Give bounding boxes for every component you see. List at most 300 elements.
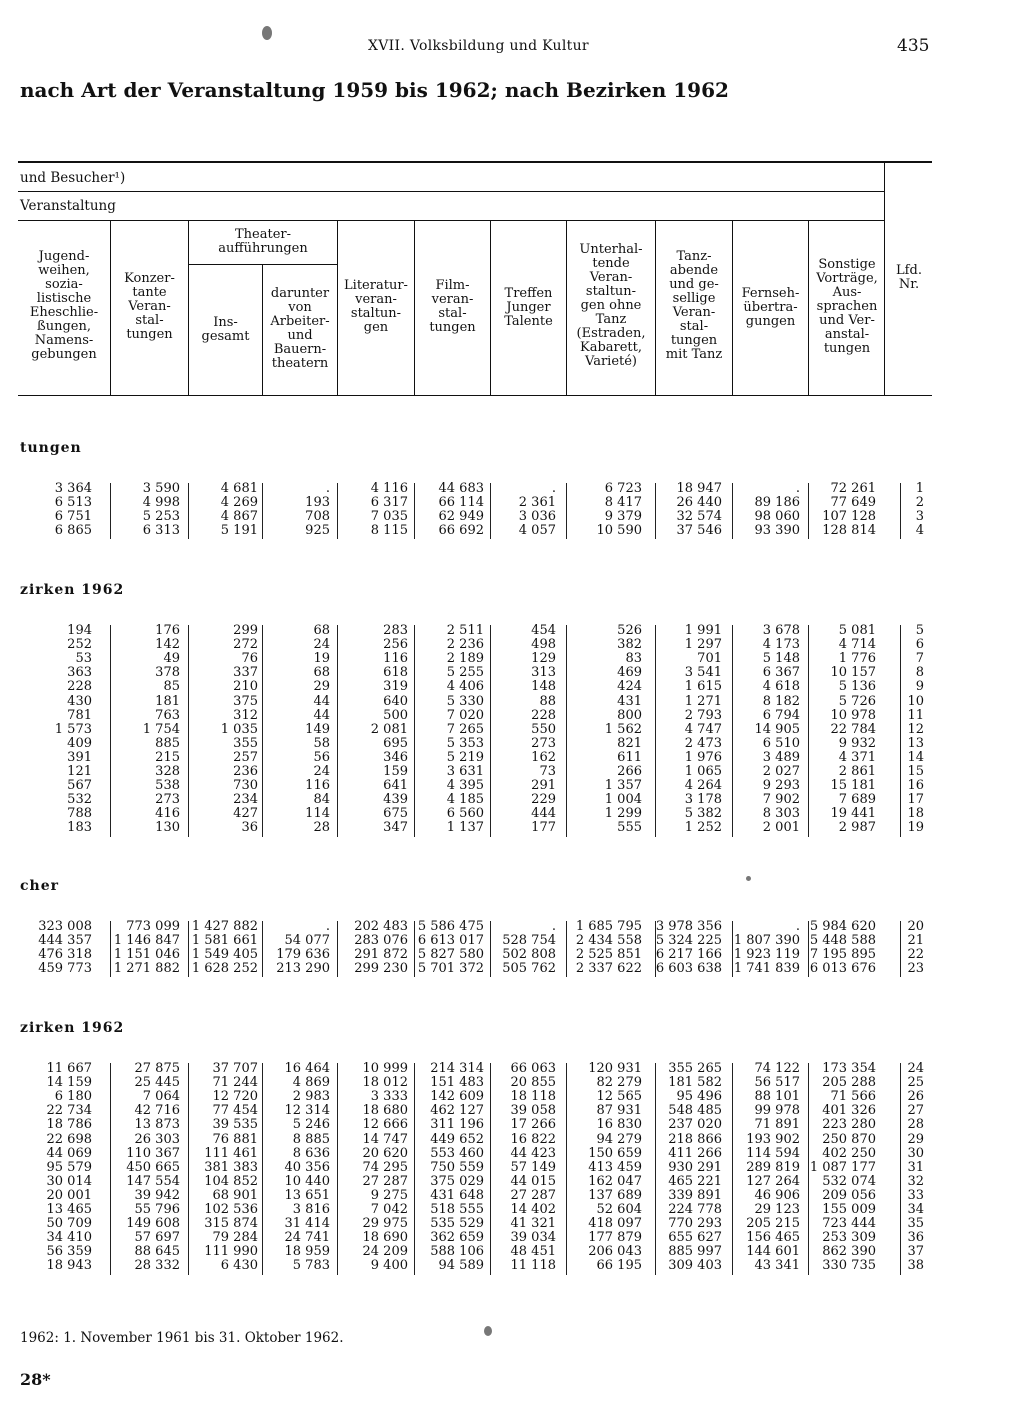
table-cell: 29 975 bbox=[362, 1216, 408, 1232]
table-cell: 431 bbox=[617, 693, 642, 709]
table-cell: 11 667 bbox=[46, 1061, 92, 1076]
table-cell: 183 bbox=[67, 820, 92, 836]
table-cell: 84 bbox=[313, 792, 330, 808]
table-cell: 675 bbox=[383, 806, 408, 822]
table-cell: 18 118 bbox=[510, 1089, 556, 1105]
table-row bbox=[0, 1133, 1024, 1147]
column-separator bbox=[262, 483, 263, 539]
table-cell: 518 555 bbox=[430, 1202, 484, 1217]
table-cell: 3 364 bbox=[54, 481, 92, 496]
row-number-cell: 36 bbox=[907, 1230, 924, 1246]
row-number-cell: 35 bbox=[907, 1216, 924, 1232]
table-cell: 4 269 bbox=[220, 495, 258, 511]
table-cell: 4 406 bbox=[446, 679, 484, 695]
section-label: zirken 1962 bbox=[20, 1020, 125, 1036]
table-cell: 6 180 bbox=[54, 1089, 92, 1105]
column-separator bbox=[566, 625, 567, 837]
table-cell: 79 284 bbox=[212, 1230, 258, 1246]
table-cell: 750 559 bbox=[430, 1159, 484, 1175]
table-cell: 567 bbox=[67, 778, 92, 794]
table-row bbox=[0, 1175, 1024, 1189]
table-cell: 111 990 bbox=[204, 1244, 258, 1260]
table-cell: 52 604 bbox=[596, 1202, 642, 1217]
table-cell: 330 735 bbox=[822, 1258, 876, 1274]
table-cell: 12 666 bbox=[362, 1117, 408, 1133]
table-cell: 2 361 bbox=[518, 495, 556, 511]
table-cell: 5 255 bbox=[446, 665, 484, 681]
table-cell: 206 043 bbox=[588, 1244, 642, 1260]
table-cell: 34 410 bbox=[46, 1230, 92, 1246]
table-cell: 31 414 bbox=[284, 1216, 330, 1232]
table-cell: 6 603 638 bbox=[655, 961, 722, 977]
table-cell: 382 bbox=[617, 637, 642, 653]
table-cell: 7 265 bbox=[446, 721, 484, 737]
table-cell: 500 bbox=[383, 707, 408, 723]
table-cell: 502 808 bbox=[502, 947, 556, 963]
table-row bbox=[0, 1189, 1024, 1203]
column-separator bbox=[655, 625, 656, 837]
table-cell: 6 217 166 bbox=[655, 947, 722, 963]
table-cell: 130 bbox=[155, 820, 180, 836]
row-number-cell: 18 bbox=[907, 806, 924, 822]
signature-mark: 28* bbox=[20, 1370, 51, 1389]
table-cell: 19 441 bbox=[830, 806, 876, 822]
table-cell: 88 645 bbox=[134, 1244, 180, 1260]
column-separator bbox=[732, 921, 733, 977]
row-number-cell: 12 bbox=[907, 721, 924, 737]
table-cell: 409 bbox=[67, 735, 92, 751]
table-cell: 2 236 bbox=[446, 637, 484, 653]
table-cell: 127 264 bbox=[746, 1173, 800, 1189]
table-cell: 469 bbox=[617, 665, 642, 681]
table-cell: 476 318 bbox=[38, 947, 92, 963]
table-cell: 548 485 bbox=[668, 1103, 722, 1119]
row-number-cell: 31 bbox=[907, 1159, 924, 1175]
table-cell: 2 189 bbox=[446, 651, 484, 667]
table-cell: 16 822 bbox=[510, 1131, 556, 1147]
column-separator bbox=[414, 1063, 415, 1275]
col-unterhaltung-heading: Unterhal- tende Veran- staltun- gen ohne Tanz (Estraden, Kabarett, Varieté) bbox=[576, 242, 646, 369]
row-number-cell: 6 bbox=[915, 637, 924, 653]
table-cell: 29 bbox=[313, 679, 330, 695]
table-cell: 1 271 bbox=[684, 693, 722, 709]
table-cell: 150 659 bbox=[588, 1145, 642, 1161]
table-cell: 4 869 bbox=[292, 1075, 330, 1091]
table-cell: 424 bbox=[617, 679, 642, 695]
table-row bbox=[0, 751, 1024, 765]
table-cell: 289 819 bbox=[746, 1159, 800, 1175]
table-cell: 10 590 bbox=[596, 523, 642, 539]
table-cell: 528 754 bbox=[502, 933, 556, 949]
row-number-cell: 21 bbox=[907, 933, 924, 949]
ink-speck bbox=[484, 1326, 492, 1336]
table-cell: 12 720 bbox=[212, 1089, 258, 1105]
table-cell: 99 978 bbox=[754, 1103, 800, 1119]
table-cell: 1 562 bbox=[604, 721, 642, 737]
table-cell: 120 931 bbox=[588, 1061, 642, 1076]
table-cell: 27 287 bbox=[510, 1187, 556, 1203]
table-cell: 611 bbox=[617, 749, 642, 765]
table-cell: 6 613 017 bbox=[417, 933, 484, 949]
table-cell: 181 582 bbox=[668, 1075, 722, 1091]
table-cell: 71 244 bbox=[212, 1075, 258, 1091]
table-cell: 411 266 bbox=[668, 1145, 722, 1161]
table-cell: 1 087 177 bbox=[809, 1159, 876, 1175]
table-row bbox=[0, 807, 1024, 821]
row-number-cell: 1 bbox=[915, 481, 924, 496]
table-cell: 337 bbox=[233, 665, 258, 681]
table-cell: . bbox=[551, 919, 556, 934]
table-cell: 763 bbox=[155, 707, 180, 723]
table-cell: 3 631 bbox=[446, 764, 484, 779]
table-cell: 2 027 bbox=[762, 764, 800, 779]
table-cell: 39 058 bbox=[510, 1103, 556, 1119]
table-cell: 24 bbox=[313, 637, 330, 653]
row-number-cell: 38 bbox=[907, 1258, 924, 1274]
table-cell: 22 734 bbox=[46, 1103, 92, 1119]
table-row bbox=[0, 1147, 1024, 1161]
column-separator bbox=[262, 1063, 263, 1275]
table-cell: 9 275 bbox=[370, 1187, 408, 1203]
table-cell: 266 bbox=[617, 764, 642, 779]
table-cell: 272 bbox=[233, 637, 258, 653]
column-separator bbox=[732, 1063, 733, 1275]
row-number-cell: 25 bbox=[907, 1075, 924, 1091]
row-number-cell: 13 bbox=[907, 735, 924, 751]
table-cell: 5 246 bbox=[292, 1117, 330, 1133]
table-cell: 6 513 bbox=[54, 495, 92, 511]
table-cell: 4 185 bbox=[446, 792, 484, 808]
table-cell: 214 314 bbox=[430, 1061, 484, 1076]
table-cell: 1 991 bbox=[684, 623, 722, 638]
section-label: zirken 1962 bbox=[20, 582, 125, 598]
table-cell: 56 517 bbox=[754, 1075, 800, 1091]
table-cell: 15 181 bbox=[830, 778, 876, 794]
table-cell: 24 741 bbox=[284, 1230, 330, 1246]
table-cell: 205 215 bbox=[746, 1216, 800, 1232]
table-row bbox=[0, 1231, 1024, 1245]
column-separator bbox=[490, 1063, 491, 1275]
table-cell: 402 250 bbox=[822, 1145, 876, 1161]
table-cell: 18 959 bbox=[284, 1244, 330, 1260]
table-cell: 114 594 bbox=[746, 1145, 800, 1161]
column-separator bbox=[566, 1063, 567, 1275]
table-cell: 498 bbox=[531, 637, 556, 653]
table-row bbox=[0, 1062, 1024, 1076]
table-cell: 148 bbox=[531, 679, 556, 695]
table-cell: 162 bbox=[531, 749, 556, 765]
table-cell: 107 128 bbox=[822, 509, 876, 525]
table-cell: 4 998 bbox=[142, 495, 180, 511]
table-cell: 618 bbox=[383, 665, 408, 681]
table-row bbox=[0, 496, 1024, 510]
column-separator bbox=[337, 483, 338, 539]
table-cell: 66 063 bbox=[510, 1061, 556, 1076]
table-cell: 526 bbox=[617, 623, 642, 638]
table-cell: 1 754 bbox=[142, 721, 180, 737]
table-cell: 641 bbox=[383, 778, 408, 794]
banner-besucher: und Besucher¹) bbox=[20, 170, 126, 186]
table-cell: 129 bbox=[531, 651, 556, 667]
table-cell: 24 bbox=[313, 764, 330, 779]
table-cell: 4 264 bbox=[684, 778, 722, 794]
col-lfd-nr-heading: Lfd. Nr. bbox=[896, 263, 922, 292]
table-cell: 6 751 bbox=[54, 509, 92, 525]
table-cell: 10 440 bbox=[284, 1173, 330, 1189]
page-title: nach Art der Veranstaltung 1959 bis 1962; nach Bezirken 1962 bbox=[20, 78, 729, 102]
table-row bbox=[0, 1118, 1024, 1132]
table-cell: 4 057 bbox=[518, 523, 556, 539]
table-cell: 228 bbox=[67, 679, 92, 695]
row-number-cell: 34 bbox=[907, 1202, 924, 1217]
table-cell: 346 bbox=[383, 749, 408, 765]
table-cell: 6 367 bbox=[762, 665, 800, 681]
table-cell: 1 151 046 bbox=[113, 947, 180, 963]
table-cell: 7 020 bbox=[446, 707, 484, 723]
table-cell: 462 127 bbox=[430, 1103, 484, 1119]
column-separator bbox=[900, 483, 901, 539]
table-cell: 2 983 bbox=[292, 1089, 330, 1105]
table-cell: 862 390 bbox=[822, 1244, 876, 1260]
table-cell: 14 905 bbox=[754, 721, 800, 737]
table-cell: 228 bbox=[531, 707, 556, 723]
table-cell: 427 bbox=[233, 806, 258, 822]
table-cell: 770 293 bbox=[668, 1216, 722, 1232]
table-cell: 116 bbox=[383, 651, 408, 667]
row-number-cell: 32 bbox=[907, 1173, 924, 1189]
table-cell: 6 560 bbox=[446, 806, 484, 822]
column-separator bbox=[732, 625, 733, 837]
table-row bbox=[0, 1104, 1024, 1118]
table-cell: 43 341 bbox=[754, 1258, 800, 1274]
table-row bbox=[0, 482, 1024, 496]
table-cell: 3 036 bbox=[518, 509, 556, 525]
col-theater-insgesamt-heading: Ins- gesamt bbox=[201, 315, 250, 344]
table-cell: 56 bbox=[313, 749, 330, 765]
table-cell: 18 680 bbox=[362, 1103, 408, 1119]
table-cell: 116 bbox=[305, 778, 330, 794]
table-row bbox=[0, 652, 1024, 666]
table-cell: 156 465 bbox=[746, 1230, 800, 1246]
table-row bbox=[0, 666, 1024, 680]
table-cell: 6 013 676 bbox=[809, 961, 876, 977]
table-row bbox=[0, 624, 1024, 638]
table-cell: 323 008 bbox=[38, 919, 92, 934]
table-cell: 149 bbox=[305, 721, 330, 737]
table-row bbox=[0, 1161, 1024, 1175]
table-cell: 347 bbox=[383, 820, 408, 836]
table-cell: 1 741 839 bbox=[733, 961, 800, 977]
table-cell: 3 333 bbox=[370, 1089, 408, 1105]
table-row bbox=[0, 1076, 1024, 1090]
table-cell: 5 136 bbox=[838, 679, 876, 695]
column-separator bbox=[490, 483, 491, 539]
table-cell: . bbox=[325, 919, 330, 934]
table-cell: 44 423 bbox=[510, 1145, 556, 1161]
row-number-cell: 20 bbox=[907, 919, 924, 934]
table-cell: 93 390 bbox=[754, 523, 800, 539]
table-cell: 257 bbox=[233, 749, 258, 765]
table-cell: 640 bbox=[383, 693, 408, 709]
table-cell: 7 035 bbox=[370, 509, 408, 525]
table-cell: 5 219 bbox=[446, 749, 484, 765]
table-cell: 8 636 bbox=[292, 1145, 330, 1161]
table-row bbox=[0, 1203, 1024, 1217]
table-cell: 29 123 bbox=[754, 1202, 800, 1217]
table-cell: 730 bbox=[233, 778, 258, 794]
table-cell: 555 bbox=[617, 820, 642, 836]
table-cell: 42 716 bbox=[134, 1103, 180, 1119]
column-separator bbox=[490, 625, 491, 837]
table-cell: 4 173 bbox=[762, 637, 800, 653]
table-cell: 5 382 bbox=[684, 806, 722, 822]
table-cell: 159 bbox=[383, 764, 408, 779]
table-cell: 162 047 bbox=[588, 1173, 642, 1189]
column-separator bbox=[808, 1063, 809, 1275]
table-cell: 236 bbox=[233, 764, 258, 779]
column-separator bbox=[188, 921, 189, 977]
table-cell: 2 793 bbox=[684, 707, 722, 723]
table-row bbox=[0, 680, 1024, 694]
table-cell: 6 723 bbox=[604, 481, 642, 496]
table-cell: 10 999 bbox=[362, 1061, 408, 1076]
table-cell: 46 906 bbox=[754, 1187, 800, 1203]
column-separator bbox=[110, 921, 111, 977]
column-separator bbox=[900, 921, 901, 977]
table-cell: 74 122 bbox=[754, 1061, 800, 1076]
table-cell: 378 bbox=[155, 665, 180, 681]
table-cell: 459 773 bbox=[38, 961, 92, 977]
table-cell: 76 bbox=[241, 651, 258, 667]
table-cell: 6 430 bbox=[220, 1258, 258, 1274]
table-cell: 36 bbox=[241, 820, 258, 836]
table-cell: 16 464 bbox=[284, 1061, 330, 1076]
table-cell: 213 290 bbox=[276, 961, 330, 977]
table-cell: 4 371 bbox=[838, 749, 876, 765]
column-separator bbox=[490, 921, 491, 977]
table-cell: 2 987 bbox=[838, 820, 876, 836]
table-cell: 111 461 bbox=[204, 1145, 258, 1161]
table-cell: 77 649 bbox=[830, 495, 876, 511]
table-cell: 9 400 bbox=[370, 1258, 408, 1274]
table-cell: 193 902 bbox=[746, 1131, 800, 1147]
column-separator bbox=[110, 625, 111, 837]
table-cell: 76 881 bbox=[212, 1131, 258, 1147]
table-cell: 4 618 bbox=[762, 679, 800, 695]
row-number-cell: 22 bbox=[907, 947, 924, 963]
table-cell: 773 099 bbox=[126, 919, 180, 934]
table-cell: 553 460 bbox=[430, 1145, 484, 1161]
table-cell: 1 146 847 bbox=[113, 933, 180, 949]
column-separator bbox=[337, 921, 338, 977]
table-cell: 98 060 bbox=[754, 509, 800, 525]
table-cell: 12 314 bbox=[284, 1103, 330, 1119]
table-cell: 6 313 bbox=[142, 523, 180, 539]
column-separator bbox=[110, 1063, 111, 1275]
table-cell: 8 182 bbox=[762, 693, 800, 709]
table-cell: 781 bbox=[67, 707, 92, 723]
table-row bbox=[0, 723, 1024, 737]
table-cell: 54 077 bbox=[284, 933, 330, 949]
row-number-cell: 7 bbox=[915, 651, 924, 667]
table-cell: 5 586 475 bbox=[417, 919, 484, 934]
table-cell: 1 004 bbox=[604, 792, 642, 808]
table-cell: 26 440 bbox=[676, 495, 722, 511]
column-separator bbox=[262, 625, 263, 837]
column-separator bbox=[655, 483, 656, 539]
table-cell: 9 379 bbox=[604, 509, 642, 525]
table-cell: 4 681 bbox=[220, 481, 258, 496]
table-cell: 355 bbox=[233, 735, 258, 751]
table-cell: 18 690 bbox=[362, 1230, 408, 1246]
table-cell: 391 bbox=[67, 749, 92, 765]
table-cell: 30 014 bbox=[46, 1173, 92, 1189]
table-cell: 176 bbox=[155, 623, 180, 638]
table-cell: 655 627 bbox=[668, 1230, 722, 1246]
table-cell: 355 265 bbox=[668, 1061, 722, 1076]
table-row bbox=[0, 765, 1024, 779]
table-cell: 215 bbox=[155, 749, 180, 765]
table-cell: 5 448 588 bbox=[809, 933, 876, 949]
table-row bbox=[0, 1090, 1024, 1104]
table-cell: 37 546 bbox=[676, 523, 722, 539]
table-row bbox=[0, 793, 1024, 807]
table-cell: 256 bbox=[383, 637, 408, 653]
table-cell: 224 778 bbox=[668, 1202, 722, 1217]
column-separator bbox=[262, 921, 263, 977]
table-cell: 89 186 bbox=[754, 495, 800, 511]
table-cell: 223 280 bbox=[822, 1117, 876, 1133]
table-cell: 44 015 bbox=[510, 1173, 556, 1189]
table-cell: 431 648 bbox=[430, 1187, 484, 1203]
table-row bbox=[0, 709, 1024, 723]
table-row bbox=[0, 948, 1024, 962]
table-cell: 95 496 bbox=[676, 1089, 722, 1105]
column-separator bbox=[110, 483, 111, 539]
table-cell: 413 459 bbox=[588, 1159, 642, 1175]
table-cell: 66 195 bbox=[596, 1258, 642, 1274]
table-cell: 723 444 bbox=[822, 1216, 876, 1232]
column-separator bbox=[900, 1063, 901, 1275]
table-cell: 315 874 bbox=[204, 1216, 258, 1232]
table-cell: 328 bbox=[155, 764, 180, 779]
table-row bbox=[0, 821, 1024, 835]
table-cell: 177 bbox=[531, 820, 556, 836]
table-cell: 1 427 882 bbox=[191, 919, 258, 934]
row-number-cell: 29 bbox=[907, 1131, 924, 1147]
table-cell: 44 069 bbox=[46, 1145, 92, 1161]
table-cell: 193 bbox=[305, 495, 330, 511]
column-separator bbox=[188, 483, 189, 539]
footnote: 1962: 1. November 1961 bis 31. Oktober 1962. bbox=[20, 1330, 344, 1346]
table-cell: 3 178 bbox=[684, 792, 722, 808]
table-cell: 48 451 bbox=[510, 1244, 556, 1260]
running-head: XVII. Volksbildung und Kultur bbox=[368, 38, 589, 54]
table-cell: 18 786 bbox=[46, 1117, 92, 1133]
table-cell: 39 942 bbox=[134, 1187, 180, 1203]
table-cell: 319 bbox=[383, 679, 408, 695]
table-cell: 18 943 bbox=[46, 1258, 92, 1274]
table-cell: 8 885 bbox=[292, 1131, 330, 1147]
table-cell: 149 608 bbox=[126, 1216, 180, 1232]
table-cell: 128 814 bbox=[822, 523, 876, 539]
table-cell: 22 698 bbox=[46, 1131, 92, 1147]
row-number-cell: 5 bbox=[915, 623, 924, 638]
col-jugendweihen-heading: Jugend- weihen, sozia- listische Eheschlie- ßungen, Namens- gebungen bbox=[29, 249, 99, 362]
table-cell: 291 bbox=[531, 778, 556, 794]
row-number-cell: 17 bbox=[907, 792, 924, 808]
table-cell: 454 bbox=[531, 623, 556, 638]
